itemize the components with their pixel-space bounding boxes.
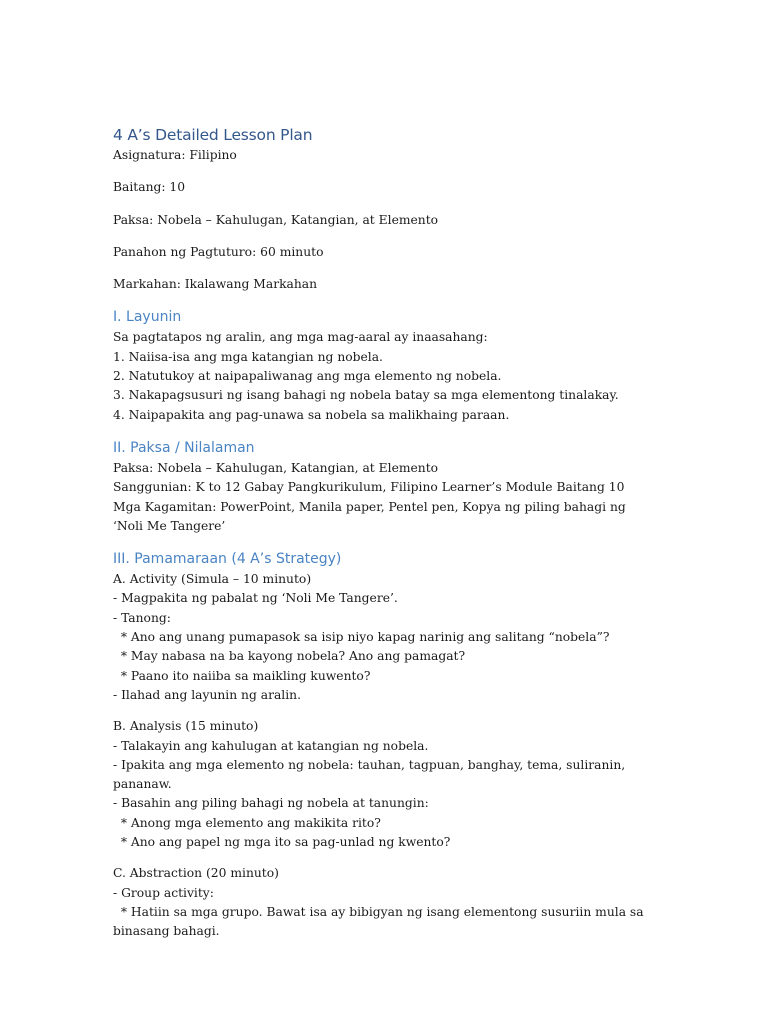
analysis-line: - Talakayin ang kahulugan at katangian ng nobela. bbox=[113, 738, 429, 753]
activity-line: * Paano ito naiiba sa maikling kuwento? bbox=[113, 668, 371, 683]
analysis-line: * Anong mga elemento ang makikita rito? bbox=[113, 815, 381, 830]
lesson-plan-document bbox=[113, 124, 658, 942]
meta-baitang: Baitang: 10 bbox=[113, 180, 186, 195]
layunin-item: 1. Naiisa-isa ang mga katangian ng nobela. bbox=[113, 349, 383, 364]
nilalaman-kagamitan: Mga Kagamitan: PowerPoint, Manila paper, Pentel pen, Kopya ng piling bahagi ng ‘Noli Me Tangere’ bbox=[113, 499, 626, 533]
abstraction-line: * Hatiin sa mga grupo. Bawat isa ay bibigyan ng isang elementong susuriin mula sa binasang bahagi. bbox=[113, 904, 648, 939]
layunin-intro: Sa pagtatapos ng aralin, ang mga mag-aaral ay inaasahang: bbox=[113, 330, 488, 345]
analysis-block bbox=[113, 717, 658, 852]
nilalaman-paksa: Paksa: Nobela – Kahulugan, Katangian, at Elemento bbox=[113, 460, 439, 475]
meta-section bbox=[113, 146, 658, 294]
meta-paksa: Paksa: Nobela – Kahulugan, Katangian, at Elemento bbox=[113, 212, 439, 227]
abstraction-line: C. Abstraction (20 minuto) bbox=[113, 866, 279, 881]
nilalaman-sanggunian: Sanggunian: K to 12 Gabay Pangkurikulum, Filipino Learner’s Module Baitang 10 bbox=[113, 480, 625, 495]
meta-asignatura: Asignatura: Filipino bbox=[113, 148, 237, 162]
heading-paksa-nilalaman: II. Paksa / Nilalaman bbox=[113, 439, 255, 456]
activity-block bbox=[113, 570, 658, 705]
activity-line: * May nabasa na ba kayong nobela? Ano ang pamagat? bbox=[113, 649, 466, 664]
activity-line: * Ano ang unang pumapasok sa isip niyo kapag narinig ang salitang “nobela”? bbox=[113, 630, 610, 645]
heading-pamamaraan: III. Pamamaraan (4 A’s Strategy) bbox=[113, 551, 342, 568]
analysis-line: * Ano ang papel ng mga ito sa pag-unlad ng kwento? bbox=[113, 835, 451, 850]
analysis-line: - Basahin ang piling bahagi ng nobela at tanungin: bbox=[113, 796, 429, 811]
section-layunin bbox=[113, 307, 658, 424]
layunin-item: 2. Natutukoy at naipapaliwanag ang mga elemento ng nobela. bbox=[113, 369, 502, 384]
section-paksa-nilalaman bbox=[113, 438, 658, 536]
activity-line: - Tanong: bbox=[113, 610, 171, 625]
abstraction-block bbox=[113, 864, 658, 941]
layunin-item: 4. Naipapakita ang pag-unawa sa nobela sa malikhaing paraan. bbox=[113, 407, 510, 422]
document-title: 4 A’s Detailed Lesson Plan bbox=[113, 126, 313, 144]
activity-line: - Magpakita ng pabalat ng ‘Noli Me Tangere’. bbox=[113, 591, 398, 606]
analysis-line: B. Analysis (15 minuto) bbox=[113, 719, 259, 734]
layunin-item: 3. Nakapagsusuri ng isang bahagi ng nobela batay sa mga elementong tinalakay. bbox=[113, 388, 619, 403]
heading-layunin: I. Layunin bbox=[113, 309, 182, 326]
activity-line: - Ilahad ang layunin ng aralin. bbox=[113, 687, 301, 702]
analysis-line: - Ipakita ang mga elemento ng nobela: tauhan, tagpuan, banghay, tema, suliranin, pananaw. bbox=[113, 757, 626, 792]
activity-line: A. Activity (Simula – 10 minuto) bbox=[113, 572, 312, 587]
abstraction-line: - Group activity: bbox=[113, 885, 214, 900]
meta-panahon: Panahon ng Pagtuturo: 60 minuto bbox=[113, 244, 324, 259]
meta-markahan: Markahan: Ikalawang Markahan bbox=[113, 277, 318, 292]
section-pamamaraan bbox=[113, 549, 658, 941]
